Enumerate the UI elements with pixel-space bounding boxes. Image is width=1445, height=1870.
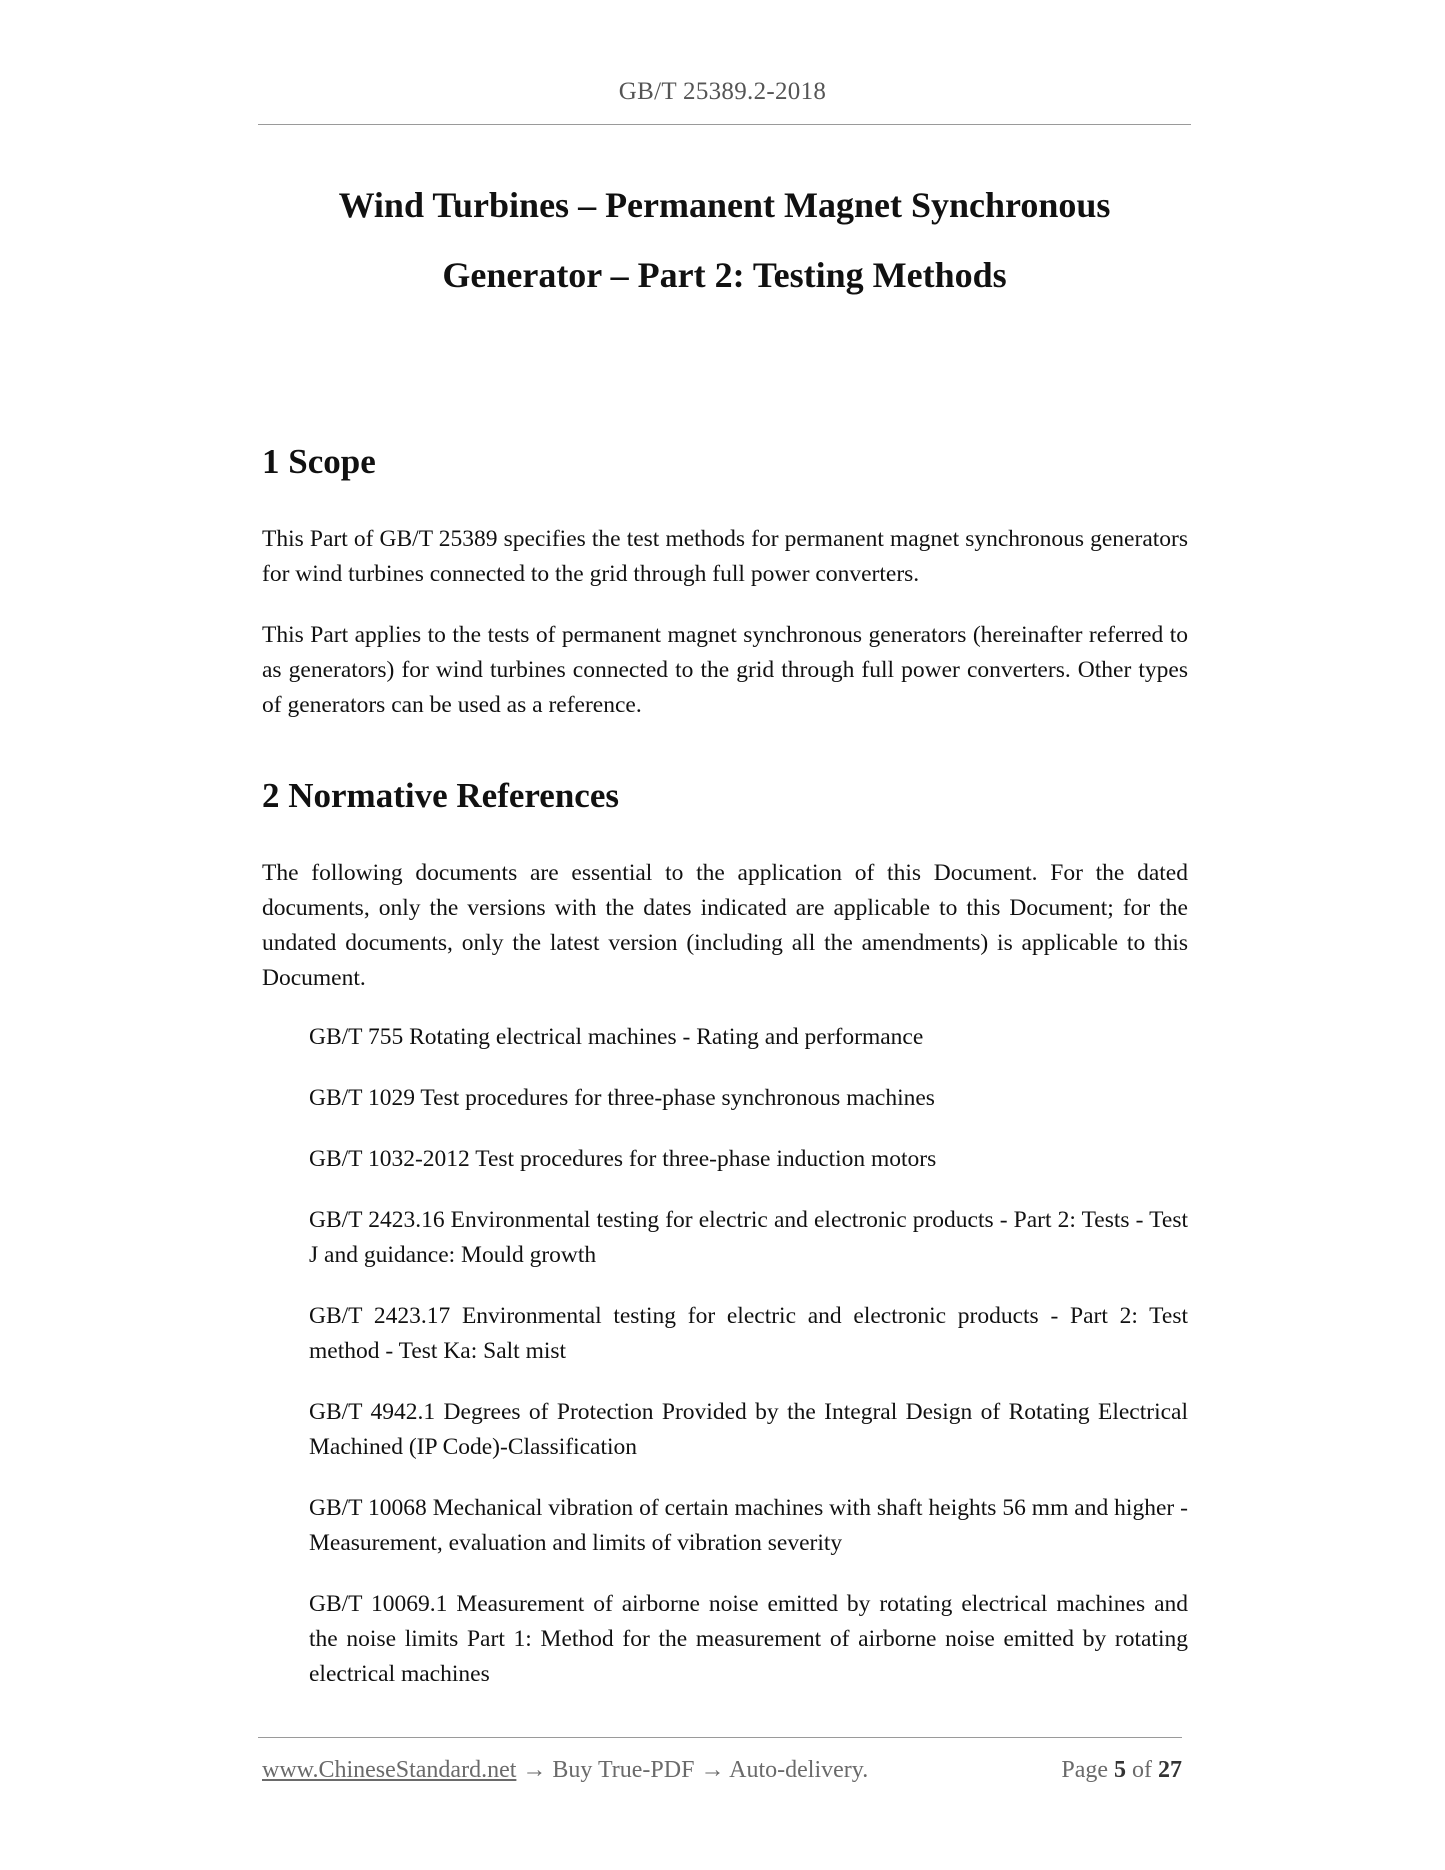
reference-item: GB/T 2423.17 Environmental testing for electric and electronic products - Part 2: Test method - Test Ka: Salt mist bbox=[309, 1303, 1188, 1364]
page-label: Page bbox=[1061, 1757, 1108, 1783]
normative-references-intro: The following documents are essential to the application of this Document. For the dated documents, only the versions with the dates indicated are applicable to this Document; for the undated documents, only the latest version (including all the amendments) is applicable to this Document. bbox=[262, 860, 1188, 991]
of-label: of bbox=[1132, 1757, 1152, 1783]
scope-paragraph-2: This Part applies to the tests of permanent magnet synchronous generators (hereinafter referred to as generators) for wind turbines connected to the grid through full power converters. Other types of generators can be used as a reference. bbox=[262, 622, 1188, 718]
page-number: 5 bbox=[1114, 1757, 1126, 1783]
arrow-right-icon: → bbox=[700, 1757, 725, 1783]
reference-item: GB/T 4942.1 Degrees of Protection Provided by the Integral Design of Rotating Electrical Machined (IP Code)-Classification bbox=[309, 1399, 1188, 1460]
section-heading-scope: 1 Scope bbox=[262, 442, 376, 481]
header-divider bbox=[258, 124, 1191, 125]
document-title bbox=[258, 170, 1191, 310]
reference-item: GB/T 10068 Mechanical vibration of certain machines with shaft heights 56 mm and higher -Measurement, evaluation and limits of vibration severity bbox=[309, 1495, 1188, 1556]
footer-divider bbox=[258, 1737, 1182, 1738]
reference-item: GB/T 1029 Test procedures for three-phase synchronous machines bbox=[309, 1085, 935, 1111]
total-pages: 27 bbox=[1158, 1757, 1182, 1783]
document-title-line-1: Wind Turbines – Permanent Magnet Synchronous bbox=[338, 185, 1111, 225]
arrow-right-icon: → bbox=[522, 1757, 547, 1783]
reference-item: GB/T 2423.16 Environmental testing for electric and electronic products - Part 2: Tests - Test J and guidance: Mould growth bbox=[309, 1207, 1188, 1268]
website-link[interactable]: www.ChineseStandard.net bbox=[262, 1757, 517, 1783]
scope-paragraph-1: This Part of GB/T 25389 specifies the test methods for permanent magnet synchronous generators for wind turbines connected to the grid through full power converters. bbox=[262, 526, 1188, 587]
page-counter bbox=[1061, 1754, 1182, 1786]
document-title-line-2: Generator – Part 2: Testing Methods bbox=[442, 255, 1007, 295]
reference-item: GB/T 755 Rotating electrical machines - Rating and performance bbox=[309, 1024, 924, 1050]
section-heading-normative-references: 2 Normative References bbox=[262, 776, 619, 815]
auto-delivery-text: Auto-delivery. bbox=[729, 1757, 869, 1783]
reference-item: GB/T 10069.1 Measurement of airborne noise emitted by rotating electrical machines and the noise limits Part 1: Method for the measurement of airborne noise emitted by rotating electrical machines bbox=[309, 1591, 1188, 1687]
running-header: GB/T 25389.2-2018 bbox=[618, 78, 827, 105]
reference-item: GB/T 1032-2012 Test procedures for three-phase induction motors bbox=[309, 1146, 937, 1172]
footer-promo bbox=[262, 1754, 868, 1786]
buy-true-pdf-text: Buy True-PDF bbox=[552, 1757, 695, 1783]
